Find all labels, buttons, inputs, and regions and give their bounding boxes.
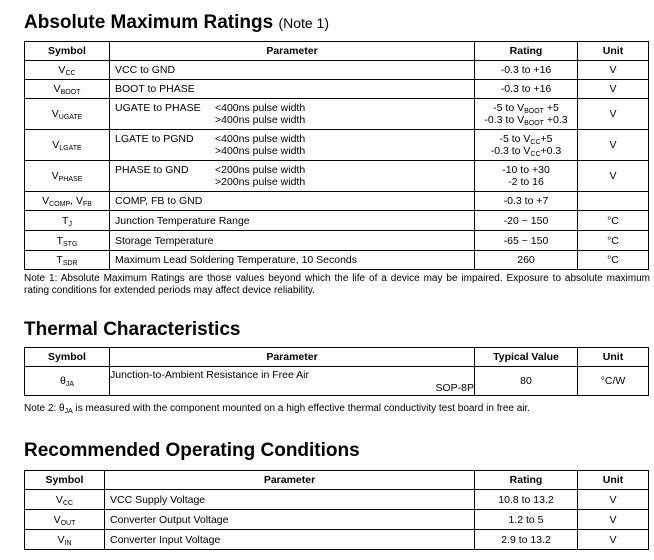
symbol-cell: $\theta_{JA}$	[25, 367, 110, 396]
parameter-conditions: <400ns pulse width >400ns pulse width	[215, 102, 306, 126]
roc-table	[24, 470, 649, 550]
value-cell: 80	[475, 367, 578, 396]
table-row	[25, 80, 649, 99]
amr-header-symbol: Symbol	[25, 42, 110, 61]
rating-cell: -20 ~ 150	[475, 211, 578, 231]
parameter-cell	[110, 99, 475, 130]
parameter-cell	[110, 367, 475, 396]
unit-cell: V	[578, 510, 649, 530]
thermal-note: Note 2: $\theta_{JA}$ is measured with the component mounted on a high effective thermal conductivity test board in free air.	[24, 403, 531, 415]
parameter-name: LGATE to PGND	[115, 133, 194, 145]
roc-title: Recommended Operating Conditions	[24, 440, 360, 461]
unit-cell: V	[578, 530, 649, 550]
rating-cell: 1.2 to 5	[475, 510, 578, 530]
table-row	[25, 367, 649, 396]
symbol-cell: $V_{IN}$	[25, 530, 105, 550]
parameter-conditions: <200ns pulse width >200ns pulse width	[215, 164, 306, 188]
symbol-cell: $V_{CC}$	[25, 490, 105, 510]
table-row	[25, 192, 649, 211]
table-row	[25, 231, 649, 251]
roc-header-rating: Rating	[475, 471, 578, 490]
parameter-name: Junction-to-Ambient Resistance in Free Air	[110, 369, 310, 381]
table-row	[25, 61, 649, 80]
amr-title-note: (Note 1)	[278, 15, 330, 31]
symbol-cell: $V_{UGATE}$	[25, 99, 110, 130]
rating-cell: -5 to $V_{BOOT} +5$ -0.3 to $V_{BOOT} +0.3$	[475, 99, 578, 130]
parameter-cell: VCC to GND	[110, 61, 475, 80]
roc-header-row	[25, 471, 649, 490]
table-row	[25, 99, 649, 130]
parameter-name: UGATE to PHASE	[115, 102, 201, 114]
unit-cell: V	[578, 161, 649, 192]
rating-cell: -0.3 to +16	[475, 61, 578, 80]
unit-cell	[578, 192, 649, 211]
thermal-header-typical: Typical Value	[475, 348, 578, 367]
unit-cell: V	[578, 130, 649, 161]
symbol-cell: $T_J$	[25, 211, 110, 231]
roc-header-unit: Unit	[578, 471, 649, 490]
thermal-header-unit: Unit	[578, 348, 649, 367]
symbol-cell: $V_{COMP}$, $V_{FB}$	[25, 192, 110, 211]
amr-header-rating: Rating	[475, 42, 578, 61]
symbol-cell: $V_{OUT}$	[25, 510, 105, 530]
amr-header-unit: Unit	[578, 42, 649, 61]
unit-cell: °C	[578, 211, 649, 231]
symbol-cell: $V_{LGATE}$	[25, 130, 110, 161]
parameter-conditions: <400ns pulse width >400ns pulse width	[215, 133, 306, 157]
unit-cell: V	[578, 61, 649, 80]
unit-cell: V	[578, 99, 649, 130]
unit-cell: °C/W	[578, 367, 649, 396]
table-row	[25, 211, 649, 231]
parameter-cell: Maximum Lead Soldering Temperature, 10 Seconds	[110, 251, 475, 270]
rating-cell: 260	[475, 251, 578, 270]
parameter-cell: Converter Output Voltage	[105, 510, 475, 530]
amr-header-row	[25, 42, 649, 61]
unit-cell: V	[578, 80, 649, 99]
parameter-cell: Storage Temperature	[110, 231, 475, 251]
roc-header-symbol: Symbol	[25, 471, 105, 490]
parameter-cell	[110, 161, 475, 192]
parameter-cell: COMP, FB to GND	[110, 192, 475, 211]
thermal-table	[24, 347, 649, 396]
amr-title-text: Absolute Maximum Ratings	[24, 12, 274, 33]
amr-header-parameter: Parameter	[110, 42, 475, 61]
symbol-cell: $V_{PHASE}$	[25, 161, 110, 192]
rating-cell: -65 ~ 150	[475, 231, 578, 251]
amr-note: Note 1: Absolute Maximum Ratings are those values beyond which the life of a device may be impaired. Exposure to absolute maximum rating conditions for extended periods may affect device reliability.	[24, 273, 650, 296]
symbol-cell: $V_{CC}$	[25, 61, 110, 80]
symbol-cell: $V_{BOOT}$	[25, 80, 110, 99]
parameter-cell: BOOT to PHASE	[110, 80, 475, 99]
symbol-cell: $T_{SDR}$	[25, 251, 110, 270]
parameter-name: PHASE to GND	[115, 164, 189, 176]
table-row	[25, 130, 649, 161]
rating-cell: -0.3 to +7	[475, 192, 578, 211]
parameter-cell: Junction Temperature Range	[110, 211, 475, 231]
parameter-cell	[110, 130, 475, 161]
unit-cell: °C	[578, 231, 649, 251]
table-row	[25, 251, 649, 270]
amr-title	[24, 12, 329, 34]
parameter-cell: VCC Supply Voltage	[105, 490, 475, 510]
thermal-header-parameter: Parameter	[110, 348, 475, 367]
thermal-header-symbol: Symbol	[25, 348, 110, 367]
symbol-cell: $T_{STG}$	[25, 231, 110, 251]
rating-cell: -10 to +30 -2 to 16	[475, 161, 578, 192]
rating-cell: 2.9 to 13.2	[475, 530, 578, 550]
unit-cell: V	[578, 490, 649, 510]
table-row	[25, 510, 649, 530]
rating-cell: -0.3 to +16	[475, 80, 578, 99]
rating-cell: -5 to $V_{CC}+5$ -0.3 to $V_{CC}+0.3$	[475, 130, 578, 161]
table-row	[25, 161, 649, 192]
table-row	[25, 490, 649, 510]
parameter-cell: Converter Input Voltage	[105, 530, 475, 550]
thermal-header-row	[25, 348, 649, 367]
amr-table	[24, 41, 649, 270]
unit-cell: °C	[578, 251, 649, 270]
rating-cell: 10.8 to 13.2	[475, 490, 578, 510]
table-row	[25, 530, 649, 550]
package-label: SOP-8P	[435, 382, 474, 394]
roc-header-parameter: Parameter	[105, 471, 475, 490]
thermal-title: Thermal Characteristics	[24, 319, 241, 340]
